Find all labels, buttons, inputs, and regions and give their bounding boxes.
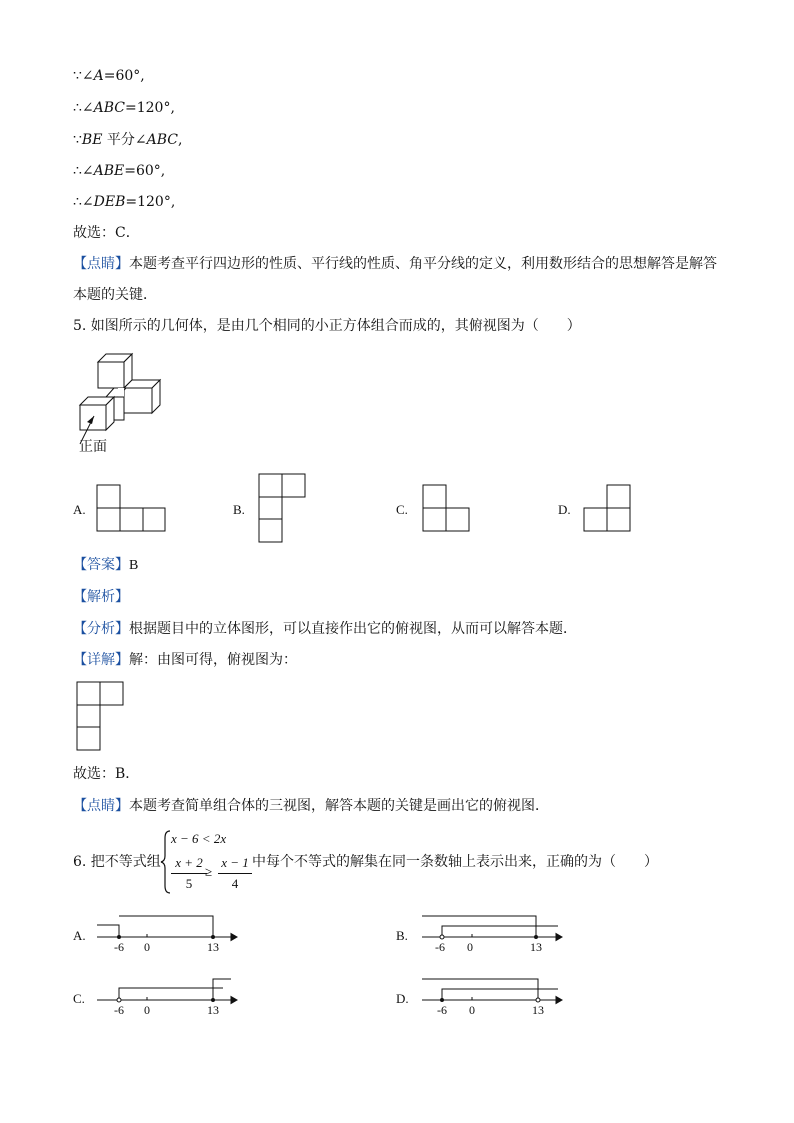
- choose-c: 故选：C．: [73, 225, 140, 241]
- q6-option-b-label[interactable]: B.: [396, 928, 408, 943]
- q6-fraction-1-bar: [171, 873, 207, 874]
- q5-answer: 【答案】B: [73, 557, 139, 573]
- q6c-tick-0: 0: [144, 1003, 150, 1017]
- q6d-tick-0: 0: [469, 1003, 475, 1017]
- q5-option-b-figure: [258, 473, 306, 543]
- q5-option-b-label[interactable]: B.: [233, 502, 245, 517]
- q6c-tick-13: 13: [207, 1003, 219, 1017]
- dianjing-tag: 【点睛】: [73, 256, 129, 272]
- q6d-tick-neg6: -6: [437, 1003, 447, 1017]
- q6-fraction-1-den: 5: [185, 876, 193, 891]
- q6-option-b-numberline: [420, 914, 570, 954]
- q5-solution-figure: [76, 681, 124, 751]
- q5-option-a-label[interactable]: A.: [73, 502, 86, 517]
- q6a-tick-13: 13: [207, 940, 219, 954]
- q6-option-a-numberline: [95, 914, 245, 954]
- q6-inequality-1: x − 6 < 2x: [171, 831, 227, 846]
- q6c-tick-neg6: -6: [114, 1003, 124, 1017]
- q6-option-d-numberline: [420, 977, 570, 1017]
- q5-option-c-label[interactable]: C.: [396, 502, 408, 517]
- reason-line-1: ∵∠A=60°,: [73, 68, 145, 84]
- q6-fraction-2-den: 4: [231, 876, 239, 891]
- q6a-tick-neg6: -6: [114, 940, 124, 954]
- q5-option-a-figure: [96, 484, 166, 532]
- q6b-tick-13: 13: [530, 940, 542, 954]
- q6-fraction-1-num: x + 2: [175, 855, 203, 870]
- q6-geq: ≥: [205, 864, 213, 879]
- q5-xiangjie: 【详解】解：由图可得，俯视图为：: [73, 652, 297, 668]
- q6a-tick-0: 0: [144, 940, 150, 954]
- q6-fraction-2-num: x − 1: [221, 855, 249, 870]
- q6b-tick-0: 0: [467, 940, 473, 954]
- q6-option-c-numberline: [95, 977, 245, 1017]
- dianjing-1: 【点睛】本题考查平行四边形的性质、平行线的性质、角平分线的定义，利用数形结合的思想解答是解答: [73, 256, 717, 272]
- q5-option-d-label[interactable]: D.: [558, 502, 571, 517]
- q6-fraction-2-bar: [218, 873, 252, 874]
- q6b-tick-neg6: -6: [435, 940, 445, 954]
- dianjing-1-cont: 本题的关键．: [73, 287, 157, 303]
- reason-line-3: ∵BE 平分∠ABC,: [73, 132, 183, 148]
- q5-fenxi: 【分析】根据题目中的立体图形，可以直接作出它的俯视图，从而可以解答本题．: [73, 621, 577, 637]
- q6-option-d-label[interactable]: D.: [396, 991, 409, 1006]
- q6-stem-pre: 6. 把不等式组: [73, 854, 161, 870]
- front-label: 正面: [79, 439, 107, 455]
- reason-line-5: ∴∠DEB=120°,: [73, 194, 176, 210]
- q5-analysis-tag: 【解析】: [73, 589, 129, 605]
- q6d-tick-13: 13: [532, 1003, 544, 1017]
- reason-line-4: ∴∠ABE=60°,: [73, 163, 166, 179]
- q5-stem: 5. 如图所示的几何体，是由几个相同的小正方体组合而成的，其俯视图为（ ）: [73, 318, 581, 334]
- q6-stem-post: 中每个不等式的解集在同一条数轴上表示出来，正确的为（ ）: [252, 854, 658, 870]
- q5-dianjing: 【点睛】本题考查简单组合体的三视图，解答本题的关键是画出它的俯视图．: [73, 798, 549, 814]
- q5-option-d-figure: [583, 484, 631, 532]
- reason-line-2: ∴∠ABC=120°,: [73, 100, 175, 116]
- q5-choose: 故选：B．: [73, 766, 140, 782]
- q6-option-c-label[interactable]: C.: [73, 991, 85, 1006]
- q6-option-a-label[interactable]: A.: [73, 928, 86, 943]
- q5-option-c-figure: [422, 484, 470, 532]
